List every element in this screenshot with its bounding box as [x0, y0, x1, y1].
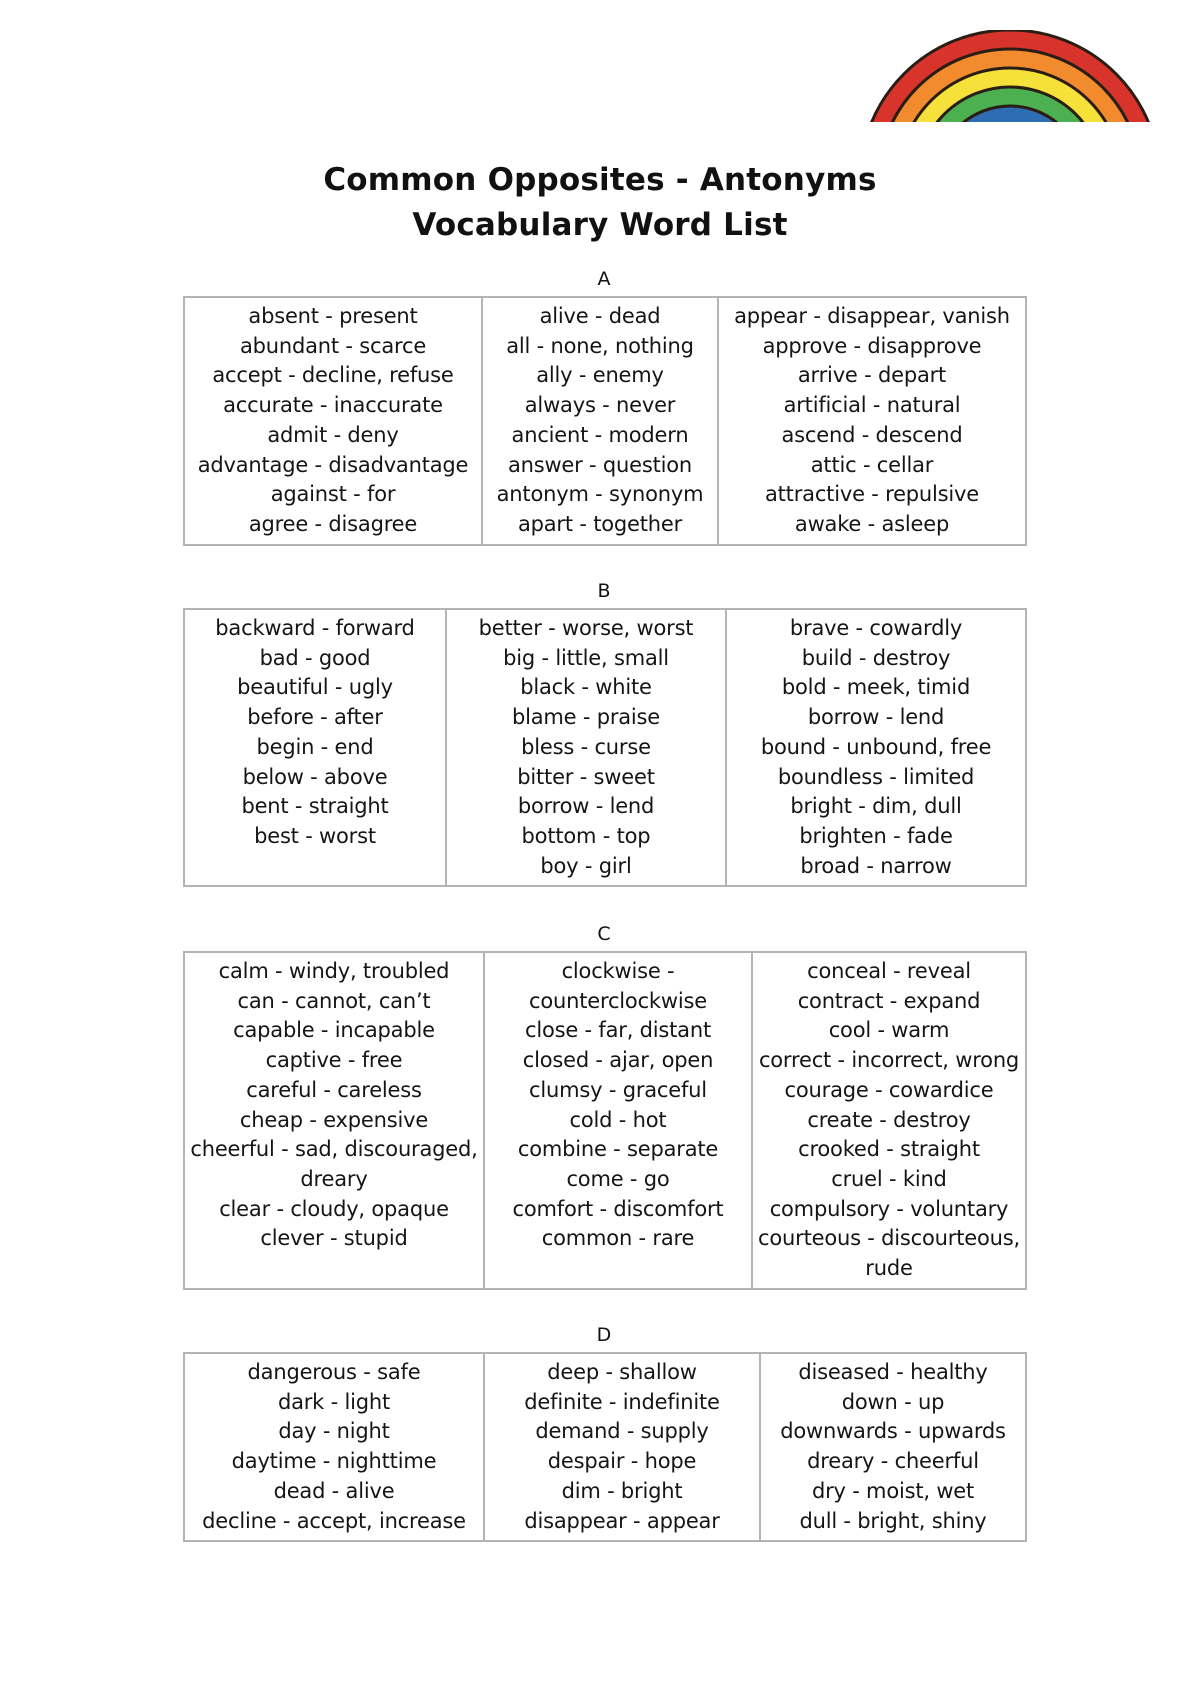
section-letter-c: C: [597, 923, 611, 945]
word-pair: crooked - straight: [798, 1137, 980, 1162]
word-pair: approve - disapprove: [762, 333, 982, 358]
section-letter-d: D: [596, 1324, 612, 1346]
word-pair: bad - good: [259, 645, 371, 670]
word-pair: abundant - scarce: [239, 333, 427, 358]
word-column: [484, 952, 752, 1289]
word-pair: captive - free: [265, 1048, 403, 1073]
word-column: [446, 609, 726, 886]
page-subtitle: Vocabulary Word List: [412, 207, 788, 243]
word-pair: below - above: [242, 764, 388, 789]
word-pair: courteous - discourteous,: [758, 1226, 1020, 1251]
word-pair: accept - decline, refuse: [212, 363, 454, 388]
word-pair: cruel - kind: [831, 1166, 947, 1191]
section-letter-a: A: [597, 268, 611, 290]
word-column: [184, 952, 484, 1289]
word-pair: appear - disappear, vanish: [734, 304, 1010, 328]
word-pair: day - night: [278, 1419, 390, 1444]
word-pair: dangerous - safe: [247, 1360, 421, 1384]
word-pair: brighten - fade: [799, 823, 953, 848]
word-pair: capable - incapable: [233, 1018, 435, 1043]
word-pair: artificial - natural: [783, 393, 961, 418]
word-pair: close - far, distant: [524, 1018, 711, 1043]
section-table-c: [183, 951, 1027, 1290]
word-pair: conceal - reveal: [807, 959, 971, 983]
word-pair: bitter - sweet: [517, 764, 655, 789]
word-pair: create - destroy: [807, 1107, 971, 1132]
word-pair: arrive - depart: [797, 363, 947, 388]
word-pair: cheerful - sad, discouraged,: [190, 1137, 478, 1162]
word-pair: apart - together: [517, 511, 683, 536]
word-pair: calm - windy, troubled: [218, 959, 450, 983]
section-table-b: [183, 608, 1027, 887]
word-column: [718, 297, 1026, 545]
word-pair: before - after: [247, 705, 383, 730]
word-pair: closed - ajar, open: [522, 1048, 714, 1073]
word-pair: bound - unbound, free: [760, 734, 992, 759]
word-pair: combine - separate: [517, 1137, 719, 1162]
word-pair: correct - incorrect, wrong: [758, 1048, 1020, 1073]
word-pair: ancient - modern: [511, 422, 689, 447]
word-pair: always - never: [524, 393, 676, 418]
word-pair: dead - alive: [273, 1478, 395, 1503]
word-column: [752, 952, 1026, 1289]
word-pair: definite - indefinite: [524, 1389, 720, 1414]
word-pair: begin - end: [256, 734, 374, 759]
word-pair: disappear - appear: [524, 1508, 720, 1533]
word-pair: contract - expand: [797, 988, 981, 1013]
word-pair: courage - cowardice: [784, 1077, 994, 1102]
word-pair: dreary - cheerful: [807, 1449, 979, 1474]
word-pair: brave - cowardly: [789, 616, 963, 640]
word-pair: build - destroy: [801, 645, 951, 670]
word-pair: cold - hot: [569, 1107, 667, 1132]
word-pair: come - go: [566, 1166, 670, 1191]
word-pair: ally - enemy: [536, 363, 664, 388]
word-pair: better - worse, worst: [478, 616, 694, 640]
word-pair: bottom - top: [521, 823, 651, 848]
word-pair: dull - bright, shiny: [799, 1508, 987, 1533]
word-pair: clockwise -: [561, 959, 675, 983]
word-pair: admit - deny: [267, 422, 399, 447]
word-pair: awake - asleep: [794, 511, 950, 536]
word-pair: despair - hope: [547, 1449, 697, 1474]
word-pair: counterclockwise: [529, 988, 707, 1013]
word-pair: daytime - nighttime: [231, 1449, 437, 1474]
word-column: [482, 297, 718, 545]
word-pair: dark - light: [277, 1389, 391, 1414]
word-pair: clumsy - graceful: [529, 1077, 707, 1102]
word-pair: backward - forward: [215, 616, 415, 640]
section-table-d: [183, 1352, 1027, 1542]
word-pair: borrow - lend: [807, 705, 945, 730]
word-pair: accurate - inaccurate: [223, 393, 443, 418]
word-pair: bless - curse: [521, 734, 651, 759]
word-pair: cheap - expensive: [239, 1107, 429, 1132]
word-pair: bright - dim, dull: [790, 794, 962, 819]
word-pair: rude: [865, 1256, 913, 1281]
word-pair: deep - shallow: [547, 1360, 697, 1384]
word-pair: against - for: [270, 482, 396, 507]
word-pair: attractive - repulsive: [764, 482, 980, 507]
word-pair: attic - cellar: [810, 452, 934, 477]
word-column: [760, 1353, 1026, 1541]
word-pair: dim - bright: [561, 1478, 683, 1503]
word-pair: down - up: [841, 1389, 945, 1414]
word-pair: ascend - descend: [781, 422, 963, 447]
word-pair: agree - disagree: [248, 511, 418, 536]
word-pair: advantage - disadvantage: [197, 452, 469, 477]
word-pair: comfort - discomfort: [512, 1196, 724, 1221]
word-pair: boundless - limited: [777, 764, 975, 789]
word-pair: decline - accept, increase: [202, 1508, 466, 1533]
word-column: [184, 609, 446, 886]
word-pair: best - worst: [254, 823, 376, 848]
word-pair: absent - present: [248, 304, 418, 328]
word-pair: alive - dead: [539, 304, 661, 328]
word-pair: careful - careless: [246, 1077, 422, 1102]
word-pair: cool - warm: [828, 1018, 950, 1043]
word-pair: broad - narrow: [800, 853, 952, 878]
word-pair: common - rare: [541, 1226, 695, 1251]
word-pair: black - white: [520, 675, 652, 700]
section-letter-b: B: [597, 580, 611, 602]
word-column: [184, 297, 482, 545]
word-pair: blame - praise: [511, 705, 661, 730]
word-pair: beautiful - ugly: [237, 675, 393, 700]
word-pair: bent - straight: [241, 794, 389, 819]
word-pair: demand - supply: [535, 1419, 709, 1444]
word-pair: diseased - healthy: [798, 1360, 988, 1384]
word-pair: boy - girl: [540, 853, 632, 878]
word-pair: big - little, small: [503, 645, 669, 670]
word-pair: compulsory - voluntary: [769, 1196, 1009, 1221]
word-pair: clever - stupid: [260, 1226, 408, 1251]
word-column: [484, 1353, 760, 1541]
word-pair: all - none, nothing: [506, 333, 694, 358]
word-pair: borrow - lend: [517, 794, 655, 819]
word-column: [184, 1353, 484, 1541]
section-table-a: [183, 296, 1027, 546]
word-pair: downwards - upwards: [780, 1419, 1006, 1444]
word-pair: dreary: [300, 1166, 368, 1191]
word-pair: dry - moist, wet: [811, 1478, 975, 1503]
word-pair: bold - meek, timid: [781, 675, 971, 700]
word-pair: can - cannot, can’t: [237, 988, 431, 1013]
page-title: Common Opposites - Antonyms: [323, 162, 877, 198]
rainbow-logo: [862, 30, 1158, 122]
word-column: [726, 609, 1026, 886]
word-pair: antonym - synonym: [496, 482, 704, 507]
word-pair: clear - cloudy, opaque: [219, 1196, 449, 1221]
word-pair: answer - question: [507, 452, 693, 477]
